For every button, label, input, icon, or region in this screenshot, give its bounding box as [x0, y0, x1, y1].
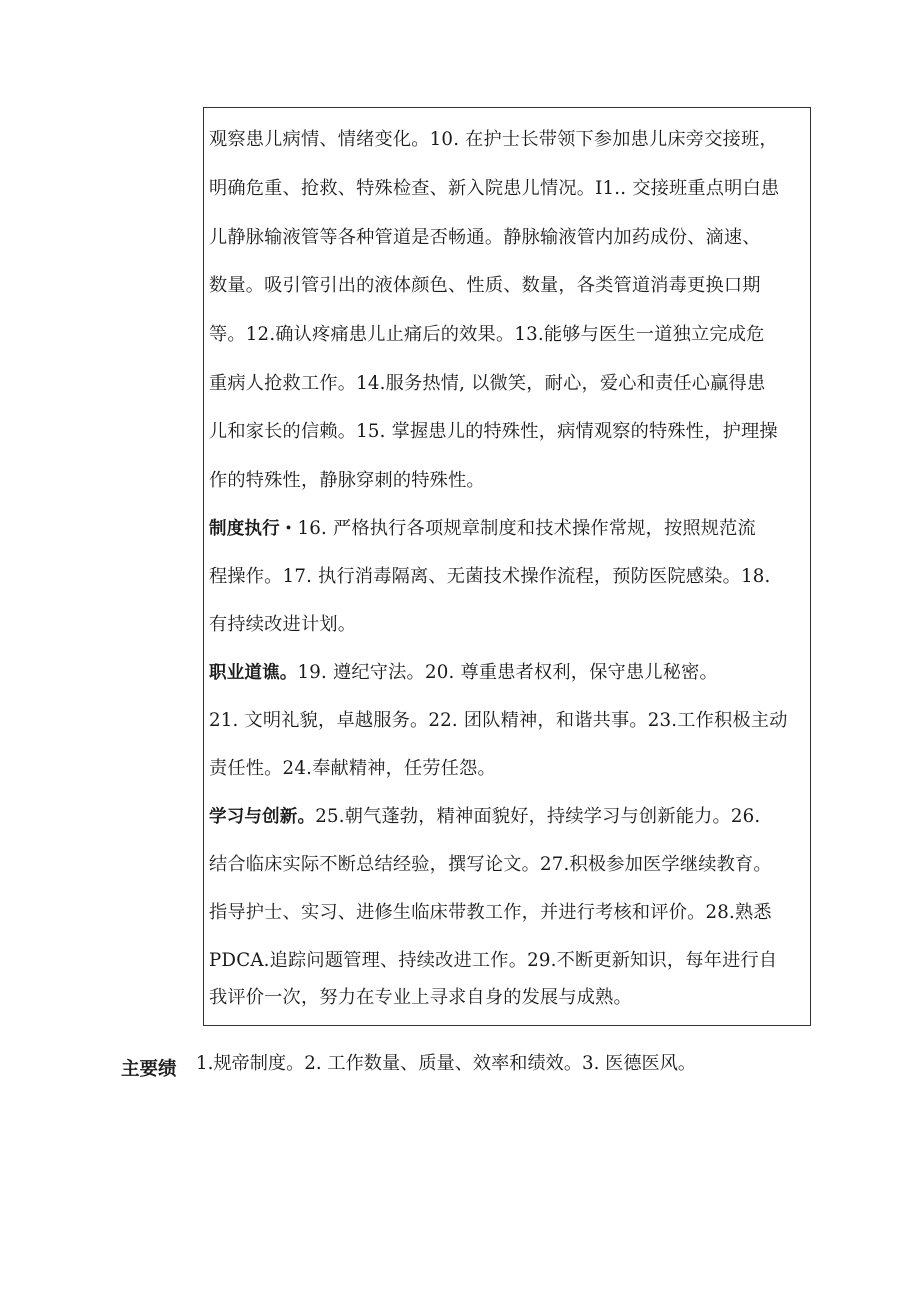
text-line: 重病人抢救工作。14.服务热情, 以微笑，耐心，爱心和责任心赢得患 [209, 373, 766, 394]
text-line: 指导护士、实习、进修生临床带教工作，并进行考核和评价。28.熟悉 [209, 902, 772, 923]
text-line: 责任性。24.奉献精神，任劳任怨。 [209, 758, 496, 779]
text-line: 等。12.确认疼痛患儿止痛后的效果。13.能够与医生一道独立完成危 [209, 324, 765, 345]
text-line: 我评价一次，努力在专业上寻求自身的发展与成熟。 [209, 987, 632, 1008]
performance-text: 1.规帝制度。2. 工作数量、质量、效率和绩效。3. 医德医风。 [196, 1053, 697, 1074]
text-span: 19. 遵纪守法。20. 尊重患者权利，保守患儿秘密。 [297, 662, 718, 683]
text-span: 25.朝气蓬勃，精神面貌好，持续学习与创新能力。26. [315, 806, 761, 827]
text-line: 数量。吸引管引出的液体颜色、性质、数量，各类管道消毒更换口期 [209, 275, 761, 296]
text-span: 16. 严格执行各项规章制度和技术操作常规，按照规范流 [297, 518, 756, 539]
text-line: 明确危重、抢救、特殊检查、新入院患儿情况。I1.. 交接班重点明白患 [209, 178, 780, 199]
text-line: 结合临床实际不断总结经验，撰写论文。27.积极参加医学继续教育。 [209, 854, 772, 875]
text-line: PDCA.追踪问题管理、持续改进工作。29.不断更新知识，每年进行自 [209, 950, 778, 971]
section-ethics-line [209, 658, 718, 688]
section-learning-line [209, 802, 760, 832]
text-line: 儿静脉输液管等各种管道是否畅通。静脉输液管内加药成份、滴速、 [209, 227, 761, 248]
section-heading-learning: 学习与创新。 [209, 807, 316, 827]
section-heading-system: 制度执行・ [209, 519, 298, 539]
text-line: 有持续改进计划。 [209, 614, 357, 635]
text-line: 程操作。17. 执行消毒隔离、无菌技术操作流程，预防医院感染。18. [209, 566, 771, 587]
text-line: 儿和家长的信赖。15. 掌握患儿的特殊性，病情观察的特殊性，护理操 [209, 421, 778, 442]
text-line: 观察患儿病情、情绪变化。10. 在护士长带领下参加患儿床旁交接班， [209, 129, 778, 150]
performance-label: 主要绩 [121, 1059, 177, 1080]
duties-table-cell [203, 107, 811, 1026]
section-system-line [209, 514, 756, 544]
text-line: 21. 文明礼貌，卓越服务。22. 团队精神，和谐共事。23.工作积极主动 [209, 710, 788, 731]
section-heading-ethics: 职业道谯。 [209, 663, 298, 683]
text-line: 作的特殊性，静脉穿刺的特殊性。 [209, 470, 485, 491]
